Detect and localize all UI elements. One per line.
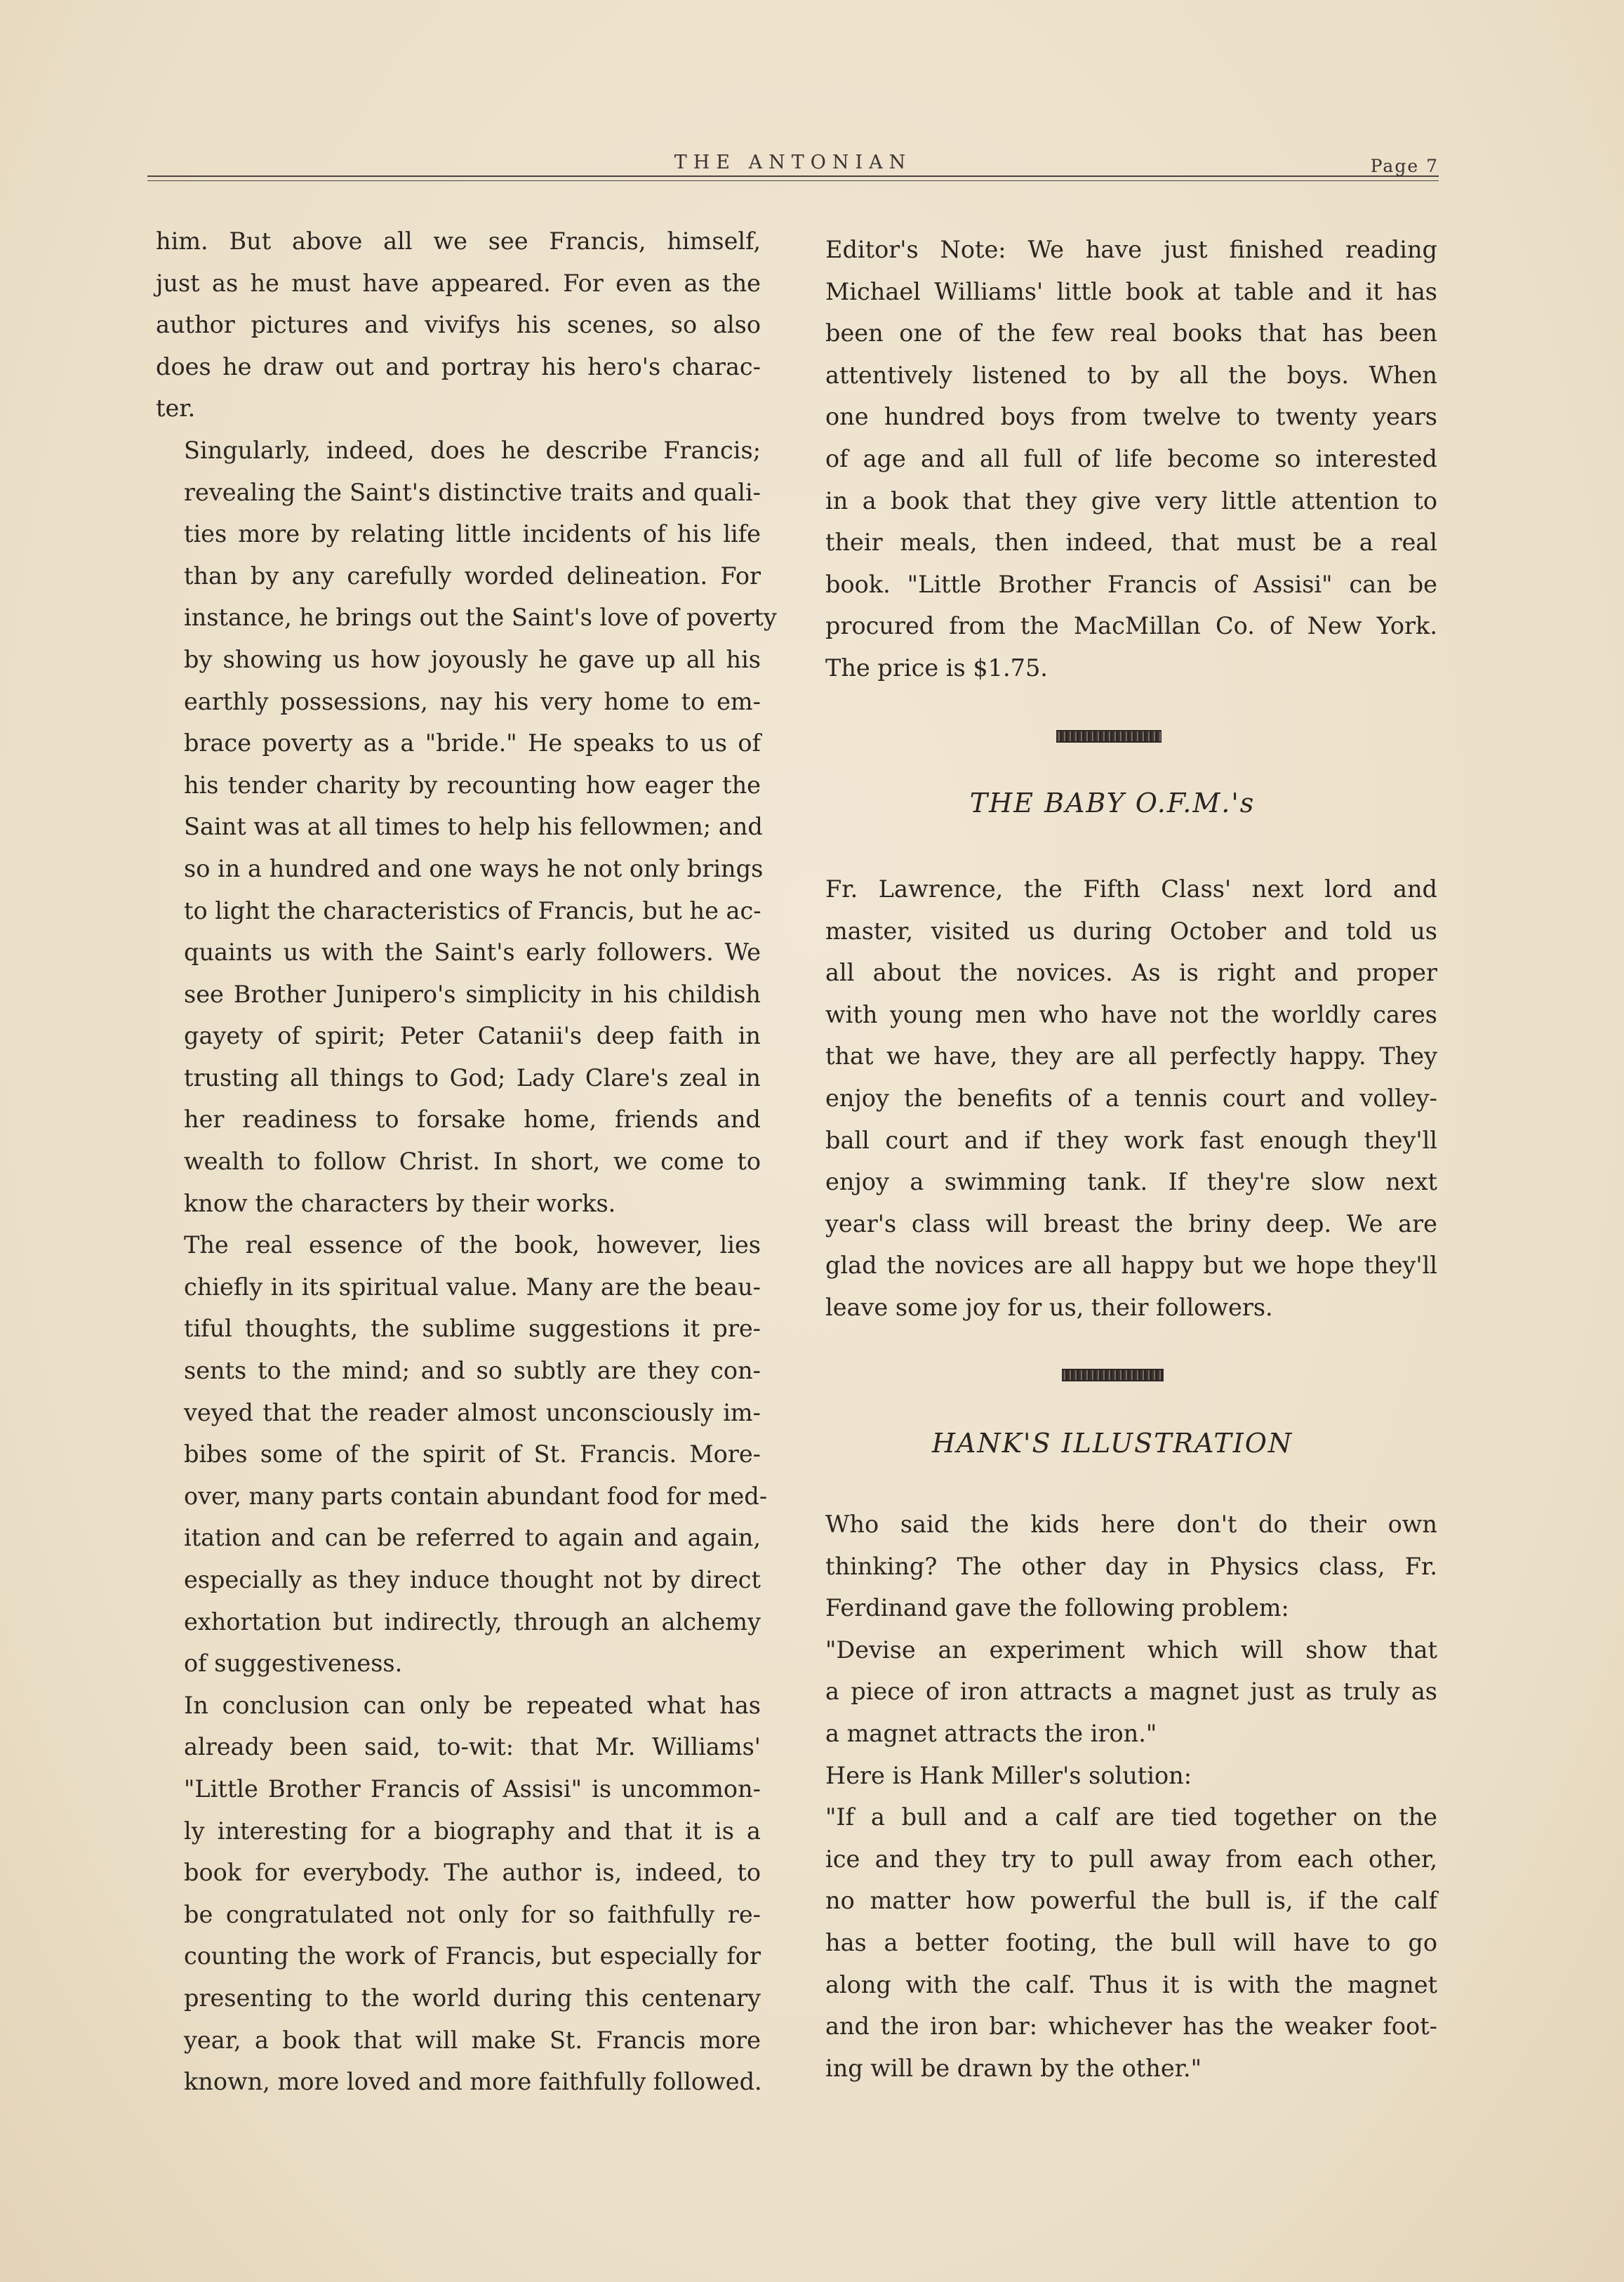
text-line: trusting all things to God; Lady Clare's zeal in [184, 1063, 761, 1092]
text-line: "Little Brother Francis of Assisi" is uncommon- [184, 1774, 761, 1803]
right-column [797, 229, 1437, 689]
text-line: so in a hundred and one ways he not only brings [184, 854, 764, 882]
text-line: see Brother Junipero's simplicity in his childish [184, 980, 761, 1008]
text-line: presenting to the world during this centenary [184, 1984, 761, 2012]
text-line: Singularly, indeed, does he describe Francis; [184, 436, 761, 464]
text-line: sents to the mind; and so subtly are they con- [184, 1357, 761, 1385]
text-line: ly interesting for a biography and that it is a [184, 1817, 761, 1845]
text-line: Michael Williams' little book at table and it has [825, 277, 1437, 305]
text-line: quaints us with the Saint's early followers. We [184, 938, 761, 967]
paragraph [797, 868, 1437, 1329]
text-line: of age and all full of life become so interested [825, 444, 1437, 472]
text-line: veyed that the reader almost unconsciously im- [184, 1398, 761, 1426]
text-line: and the iron bar: whichever has the weaker foot- [825, 2012, 1437, 2041]
hanks-illustration-article [797, 1504, 1437, 2089]
text-line: earthly possessions, nay his very home to em- [184, 687, 761, 715]
text-line: of suggestiveness. [184, 1650, 403, 1678]
text-line: him. But above all we see Francis, himself, [156, 227, 761, 255]
text-line: Editor's Note: We have just finished reading [825, 236, 1437, 263]
text-line: has a better footing, the bull will have to go [825, 1928, 1437, 1956]
text-line: Here is Hank Miller's solution: [825, 1761, 1192, 1789]
text-line: wealth to follow Christ. In short, we come to [184, 1148, 761, 1176]
text-line: to light the characteristics of Francis, but he ac- [184, 896, 761, 924]
text-line: Who said the kids here don't do their own [825, 1511, 1437, 1538]
text-line: no matter how powerful the bull is, if the calf [825, 1887, 1437, 1915]
text-line: all about the novices. As is right and proper [825, 959, 1437, 987]
page-number: Page 7 [1370, 156, 1439, 176]
text-line: over, many parts contain abundant food for med- [184, 1482, 768, 1510]
section-heading-baby-ofm: THE BABY O.F.M.'s [969, 788, 1256, 818]
text-line: Fr. Lawrence, the Fifth Class' next lord and [825, 875, 1437, 903]
paragraph [797, 1629, 1437, 1755]
text-line: a piece of iron attracts a magnet just as truly as [825, 1678, 1437, 1706]
text-line: does he draw out and portray his hero's charac- [156, 352, 761, 380]
text-line: be congratulated not only for so faithfully re- [184, 1900, 761, 1928]
text-line: tiful thoughts, the sublime suggestions it pre- [184, 1315, 761, 1343]
text-line: counting the work of Francis, but especially for [184, 1942, 761, 1970]
header-rule [147, 175, 1439, 177]
text-line: instance, he brings out the Saint's love of poverty [184, 604, 777, 632]
text-line: ball court and if they work fast enough they'll [825, 1126, 1437, 1154]
text-line: The price is $1.75. [825, 654, 1048, 682]
text-line: brace poverty as a "bride." He speaks to us of [184, 729, 761, 757]
publication-title: THE ANTONIAN [674, 152, 912, 173]
text-line: author pictures and vivifys his scenes, so also [156, 311, 761, 339]
text-line: in a book that they give very little attention to [825, 486, 1437, 515]
text-line: Saint was at all times to help his fellowmen; and [184, 813, 763, 841]
text-line: a magnet attracts the iron." [825, 1719, 1157, 1747]
text-line: bibes some of the spirit of St. Francis. More- [184, 1440, 761, 1468]
left-column [156, 220, 777, 2103]
text-line: enjoy a swimming tank. If they're slow next [825, 1168, 1437, 1196]
text-line: itation and can be referred to again and again, [184, 1524, 761, 1552]
paragraph [156, 430, 777, 1224]
baby-ofm-article [797, 868, 1437, 1329]
text-line: been one of the few real books that has been [825, 319, 1437, 347]
text-line: procured from the MacMillan Co. of New York. [825, 612, 1437, 640]
text-line: one hundred boys from twelve to twenty years [825, 403, 1437, 431]
text-line: exhortation but indirectly, through an alchemy [184, 1607, 761, 1636]
text-line: book. "Little Brother Francis of Assisi" can be [825, 570, 1437, 598]
section-heading-hanks-illustration: HANK'S ILLUSTRATION [931, 1428, 1293, 1459]
text-line: attentively listened to by all the boys. When [825, 361, 1437, 389]
text-line: than by any carefully worded delineation. For [184, 562, 761, 590]
paragraph [797, 1504, 1437, 1629]
text-line: know the characters by their works. [184, 1189, 616, 1217]
ornament-divider [1062, 1369, 1164, 1381]
text-line: by showing us how joyously he gave up all his [184, 645, 761, 673]
text-line: enjoy the benefits of a tennis court and volley- [825, 1084, 1437, 1112]
text-line: already been said, to-wit: that Mr. Williams' [184, 1733, 761, 1761]
text-line: known, more loved and more faithfully followed. [184, 2068, 762, 2096]
text-line: year, a book that will make St. Francis more [184, 2026, 761, 2054]
text-line: thinking? The other day in Physics class, Fr. [825, 1552, 1437, 1580]
paragraph [797, 1796, 1437, 2089]
text-line: year's class will breast the briny deep. We are [825, 1209, 1437, 1238]
text-line: especially as they induce thought not by direct [184, 1566, 761, 1593]
text-line: chiefly in its spiritual value. Many are the beau- [184, 1273, 761, 1301]
text-line: book for everybody. The author is, indeed, to [184, 1859, 761, 1887]
text-line: that we have, they are all perfectly happy. They [825, 1042, 1437, 1070]
text-line: their meals, then indeed, that must be a real [825, 529, 1437, 557]
text-line: ice and they try to pull away from each other, [825, 1845, 1437, 1873]
running-header [147, 149, 1439, 177]
text-line: leave some joy for us, their followers. [825, 1293, 1273, 1321]
text-line: ties more by relating little incidents of his life [184, 520, 761, 548]
text-line: ter. [156, 394, 196, 423]
text-line: gayety of spirit; Peter Catanii's deep faith in [184, 1022, 761, 1050]
text-line: revealing the Saint's distinctive traits and quali- [184, 478, 761, 506]
header-rule-thin [147, 180, 1439, 181]
text-line: with young men who have not the worldly cares [825, 1000, 1437, 1028]
ornament-divider [1056, 730, 1162, 743]
paragraph [797, 1755, 1437, 1797]
text-line: his tender charity by recounting how eager the [184, 771, 761, 799]
editors-note [797, 229, 1437, 689]
text-line: "If a bull and a calf are tied together on the [825, 1803, 1437, 1831]
text-line: her readiness to forsake home, friends and [184, 1106, 761, 1134]
paragraph [156, 1224, 768, 1685]
text-line: glad the novices are all happy but we hope they'll [825, 1252, 1437, 1280]
text-line: Ferdinand gave the following problem: [825, 1594, 1289, 1622]
text-line: along with the calf. Thus it is with the magnet [825, 1970, 1437, 1998]
paragraph [156, 1685, 761, 2103]
text-line: "Devise an experiment which will show that [825, 1636, 1437, 1664]
text-line: master, visited us during October and told us [825, 917, 1437, 945]
paragraph [156, 220, 761, 430]
text-line: just as he must have appeared. For even as the [156, 269, 761, 297]
text-line: The real essence of the book, however, lies [184, 1231, 761, 1259]
text-line: In conclusion can only be repeated what has [184, 1691, 761, 1719]
text-line: ing will be drawn by the other." [825, 2054, 1202, 2082]
